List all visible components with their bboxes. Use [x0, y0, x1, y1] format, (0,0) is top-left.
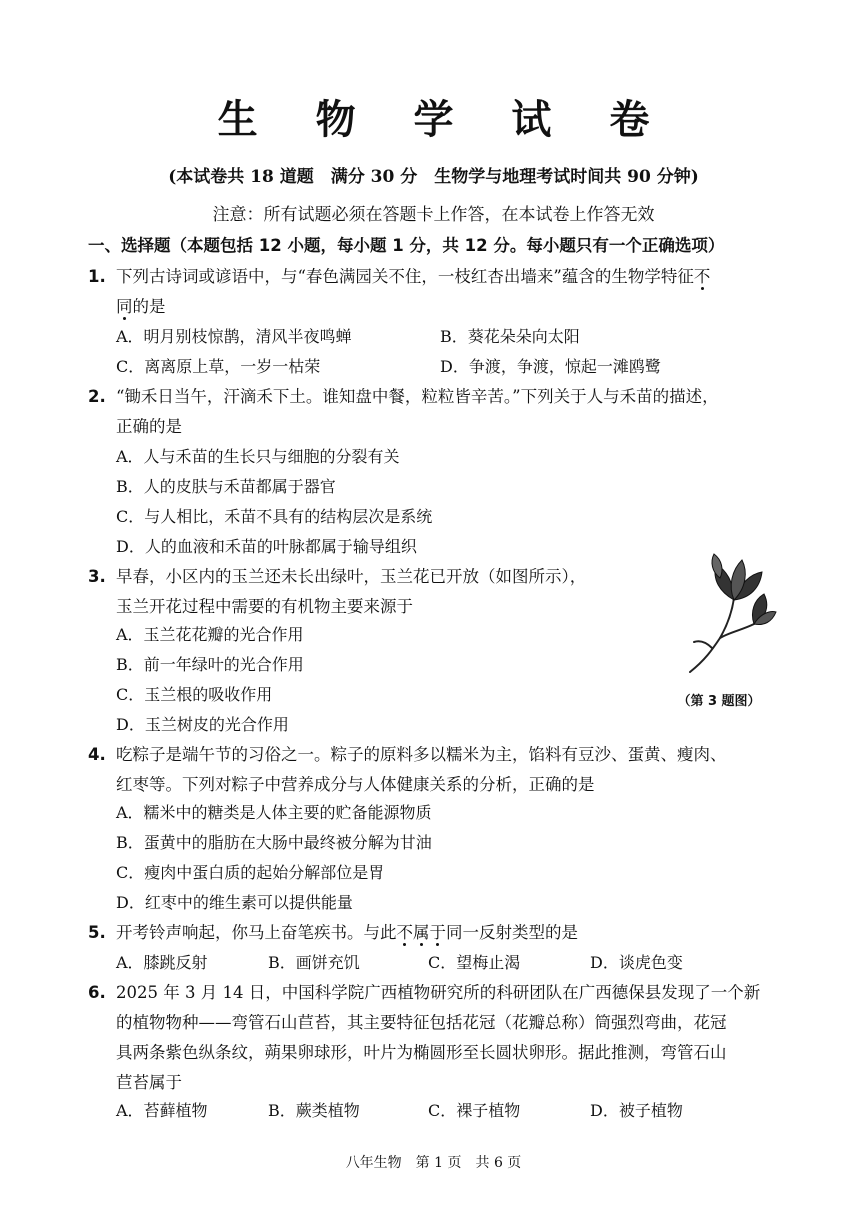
question-stem: 开考铃声响起，你马上奋笔疾书。与此不属于同一反射类型的是: [116, 923, 578, 942]
option-d: D．争渡，争渡，惊起一滩鸥鹭: [440, 357, 661, 376]
option-d: D．谈虎色变: [590, 953, 683, 972]
emphasis-char: 属: [413, 923, 430, 942]
question-stem: 2025 年 3 月 14 日，中国科学院广西植物研究所的科研团队在广西德保县发现了一个新 的植物物种——弯管石山苣苔，其主要特征包括花冠（花瓣总称）筒强烈弯曲，花冠 具两条紫色纵条纹，蒴果卵球形，叶片为椭圆形至长圆状卵形。据此推测，弯管石山 苣苔属于: [116, 983, 761, 1092]
option-c: C．瘦肉中蛋白质的起始分解部位是胃: [116, 863, 385, 882]
question-stem: “锄禾日当午，汗滴禾下土。谁知盘中餐，粒粒皆辛苦。”下列关于人与禾苗的描述， 正确的是: [116, 387, 719, 436]
question-number: 6.: [88, 983, 106, 1002]
emphasis-char: 不: [396, 923, 413, 942]
exam-subtitle: (本试卷共 18 道题 满分 30 分 生物学与地理考试时间共 90 分钟): [168, 167, 699, 187]
emphasis-char: 同: [116, 297, 133, 316]
option-b: B．前一年绿叶的光合作用: [116, 655, 304, 674]
figure-caption: （第 3 题图）: [677, 694, 761, 709]
section-heading: 一、选择题（本题包括 12 小题，每小题 1 分，共 12 分。每小题只有一个正确选项）: [88, 236, 725, 255]
option-c: C．与人相比，禾苗不具有的结构层次是系统: [116, 507, 433, 526]
question-6: [88, 978, 808, 1098]
option-b: B．葵花朵朵向太阳: [440, 327, 580, 346]
option-a: A．人与禾苗的生长只与细胞的分裂有关: [116, 447, 400, 466]
option-a: A．膝跳反射: [116, 953, 208, 972]
question-2: [88, 382, 808, 442]
option-b: B．蛋黄中的脂肪在大肠中最终被分解为甘油: [116, 833, 432, 852]
option-d: D．玉兰树皮的光合作用: [116, 715, 289, 734]
question-3: [88, 562, 648, 622]
option-b: B．人的皮肤与禾苗都属于器官: [116, 477, 336, 496]
magnolia-figure: [650, 550, 780, 680]
question-stem: 吃粽子是端午节的习俗之一。粽子的原料多以糯米为主，馅料有豆沙、蛋黄、瘦肉、 红枣等。下列对粽子中营养成分与人体健康关系的分析，正确的是: [116, 745, 727, 794]
option-c: C．裸子植物: [428, 1101, 521, 1120]
option-d: D．红枣中的维生素可以提供能量: [116, 893, 353, 912]
option-a: A．糯米中的糖类是人体主要的贮备能源物质: [116, 803, 432, 822]
question-4: [88, 740, 808, 800]
emphasis-char: 不: [693, 267, 711, 286]
page-footer: 八年生物 第 1 页 共 6 页: [345, 1155, 522, 1171]
question-number: 5.: [88, 923, 106, 942]
option-c: C．玉兰根的吸收作用: [116, 685, 273, 704]
exam-title: 生 物 学 试 卷: [217, 97, 672, 143]
option-c: C．离离原上草，一岁一枯荣: [116, 357, 321, 376]
question-1: [88, 262, 808, 322]
option-a: A．苔藓植物: [116, 1101, 208, 1120]
option-d: D．被子植物: [590, 1101, 683, 1120]
question-number: 1.: [88, 267, 106, 286]
emphasis-char: 于: [429, 923, 446, 942]
option-b: B．画饼充饥: [268, 953, 360, 972]
question-stem: 早春，小区内的玉兰还未长出绿叶，玉兰花已开放（如图所示）， 玉兰开花过程中需要的有机物主要来源于: [116, 567, 587, 616]
question-number: 3.: [88, 567, 106, 586]
option-a: A．明月别枝惊鹊，清风半夜鸣蝉: [116, 327, 352, 346]
question-number: 2.: [88, 387, 106, 406]
exam-notice: 注意：所有试题必须在答题卡上作答，在本试卷上作答无效: [212, 205, 655, 225]
question-number: 4.: [88, 745, 106, 764]
option-c: C．望梅止渴: [428, 953, 521, 972]
option-d: D．人的血液和禾苗的叶脉都属于输导组织: [116, 537, 417, 556]
option-a: A．玉兰花花瓣的光合作用: [116, 625, 304, 644]
question-5: [88, 918, 808, 948]
option-b: B．蕨类植物: [268, 1101, 360, 1120]
question-stem: 下列古诗词或谚语中，与“春色满园关不住，一枝红杏出墙来”蕴含的生物学特征不 同的是: [116, 267, 711, 316]
